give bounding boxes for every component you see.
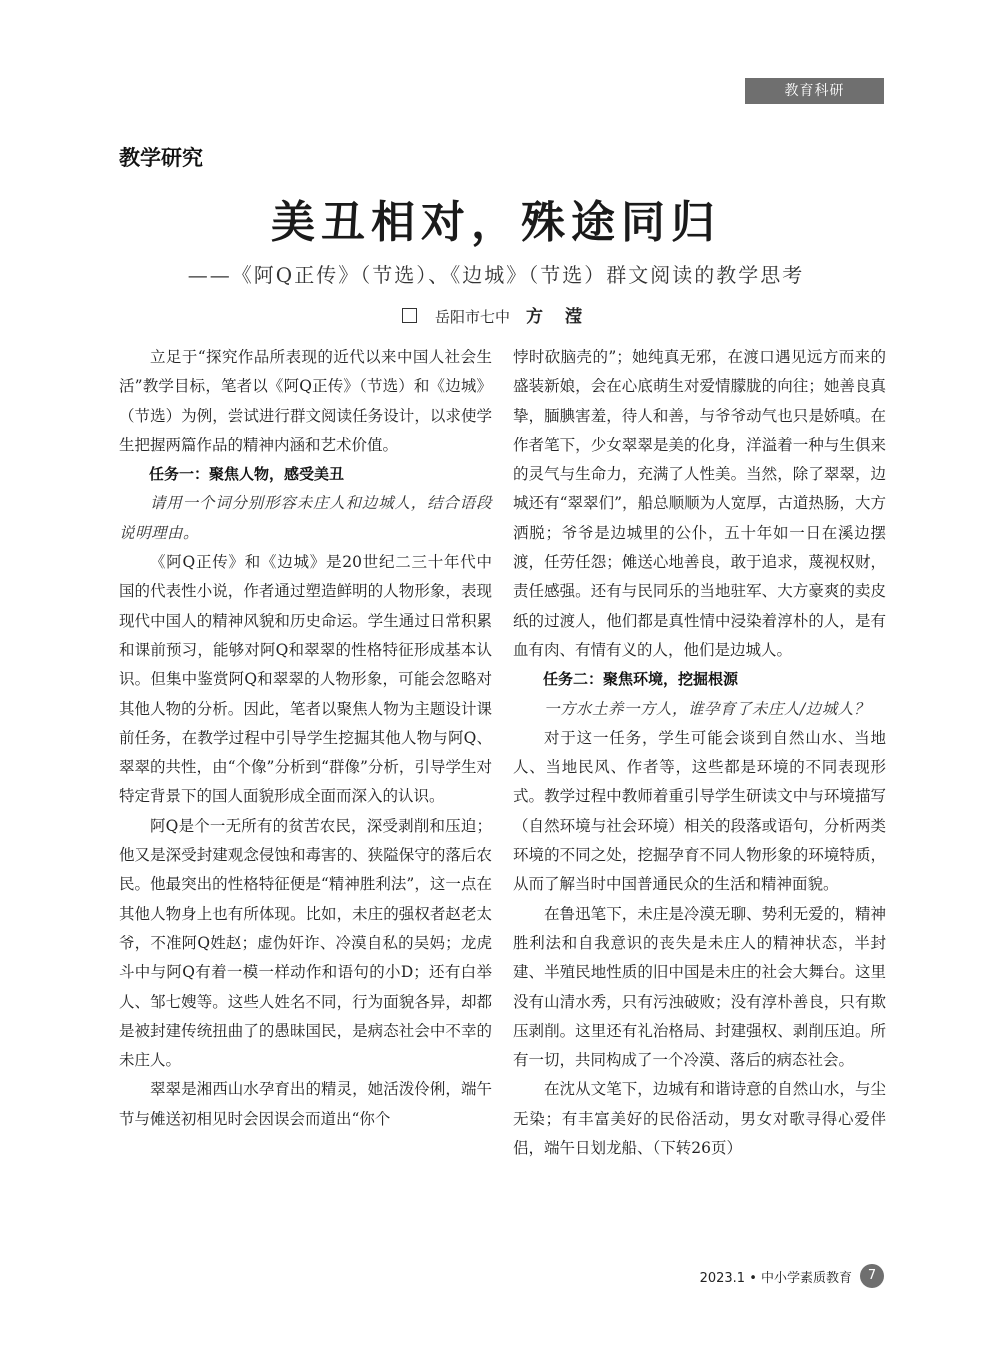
- task-one-prompt: 请用一个词分别形容未庄人和边城人，结合语段说明理由。: [119, 494, 492, 542]
- author-name: 方 滢: [526, 307, 590, 327]
- byline-box-icon: [402, 308, 417, 323]
- body-paragraph: 对于这一任务，学生可能会谈到自然山水、当地人、当地民风、作者等，这些都是环境的不同表现形式。教学过程中教师着重引导学生研读文中与环境描写（自然环境与社会环境）相关的段落或语句，分析两类环境的不同之处，挖掘孕育不同人物形象的环境特质，从而了解当时中国普通民众的生活和精神面貌。: [513, 728, 886, 894]
- body-paragraph-continued: 悖时砍脑壳的”；她纯真无邪，在渡口遇见远方而来的盛装新娘，会在心底萌生对爱情朦胧的向往；她善良真挚，腼腆害羞，待人和善，与爷爷动气也只是娇嗔。在作者笔下，少女翠翠是美的化身，洋溢着一种与生俱来的灵气与生命力，充满了人性美。当然，除了翠翠，边城还有“翠翠们”，船总顺顺为人宽厚，古道热肠，大方洒脱；爷爷是边城里的公仆，五十年如一日在溪边摆渡，任劳任怨；傩送心地善良，敢于追求，蔑视权财，责任感强。还有与民同乐的当地驻军、大方豪爽的卖皮纸的过渡人，他们都是真性情中浸染着淳朴的人，是有血有肉、有情有义的人，他们是边城人。: [513, 348, 886, 659]
- right-column: [513, 343, 886, 1163]
- byline: [0, 302, 992, 327]
- page-footer: [700, 1264, 884, 1288]
- task-one-heading: 任务一：聚焦人物，感受美丑: [149, 465, 345, 484]
- task-two-heading: 任务二：聚焦环境，挖掘根源: [543, 670, 739, 689]
- task-two-prompt: 一方水土养一方人，谁孕育了未庄人/边城人？: [544, 699, 870, 718]
- body-paragraph: 翠翠是湘西山水孕育出的精灵，她活泼伶俐，端午节与傩送初相见时会因误会而道出“你个: [119, 1080, 492, 1128]
- body-paragraph: 在沈从文笔下，边城有和谐诗意的自然山水，与尘无染；有丰富美好的民俗活动，男女对歌寻得心爱伴侣，端午日划龙船、（下转26页）: [513, 1080, 886, 1158]
- intro-paragraph: 立足于“探究作品所表现的近代以来中国人社会生活”教学目标，笔者以《阿Q正传》（节选）和《边城》（节选）为例，尝试进行群文阅读任务设计，以求使学生把握两篇作品的精神内涵和艺术价值。: [119, 348, 492, 454]
- article-subtitle: ——《阿Q正传》（节选）、《边城》（节选）群文阅读的教学思考: [187, 263, 805, 287]
- body-paragraph: 在鲁迅笔下，未庄是冷漠无聊、势利无爱的，精神胜利法和自我意识的丧失是未庄人的精神状态，半封建、半殖民地性质的旧中国是未庄的社会大舞台。这里没有山清水秀，只有污浊破败；没有淳朴善良，只有欺压剥削。这里还有礼治格局、封建强权、剥削压迫。所有一切，共同构成了一个冷漠、落后的病态社会。: [513, 904, 886, 1070]
- left-column: [119, 343, 492, 1134]
- section-heading: 教学研究: [119, 146, 203, 170]
- body-paragraph: 阿Q是个一无所有的贫苦农民，深受剥削和压迫；他又是深受封建观念侵蚀和毒害的、狭隘保守的落后农民。他最突出的性格特征便是“精神胜利法”，这一点在其他人物身上也有所体现。比如，未庄的强权者赵老太爷，不准阿Q姓赵；虚伪奸诈、冷漠自私的吴妈；龙虎斗中与阿Q有着一模一样动作和语句的小D；还有白举人、邹七嫂等。这些人姓名不同，行为面貌各异，却都是被封建传统扭曲了的愚昧国民，是病态社会中不幸的未庄人。: [119, 816, 492, 1070]
- column-tag: 教育科研: [745, 78, 884, 104]
- body-paragraph: 《阿Q正传》和《边城》是20世纪二三十年代中国的代表性小说，作者通过塑造鲜明的人物形象，表现现代中国人的精神风貌和历史命运。学生通过日常积累和课前预习，能够对阿Q和翠翠的性格特征形成基本认识。但集中鉴赏阿Q和翠翠的人物形象，可能会忽略对其他人物的分析。因此，笔者以聚焦人物为主题设计课前任务，在教学过程中引导学生挖掘其他人物与阿Q、翠翠的共性，由“个像”分析到“群像”分析，引导学生对特定背景下的国人面貌形成全面而深入的认识。: [119, 553, 492, 806]
- author-affiliation: 岳阳市七中: [435, 308, 511, 326]
- article-title: 美丑相对，殊途同归: [271, 197, 721, 248]
- journal-issue: 2023.1 • 中小学素质教育: [699, 1270, 852, 1286]
- page-number: 7: [860, 1264, 884, 1288]
